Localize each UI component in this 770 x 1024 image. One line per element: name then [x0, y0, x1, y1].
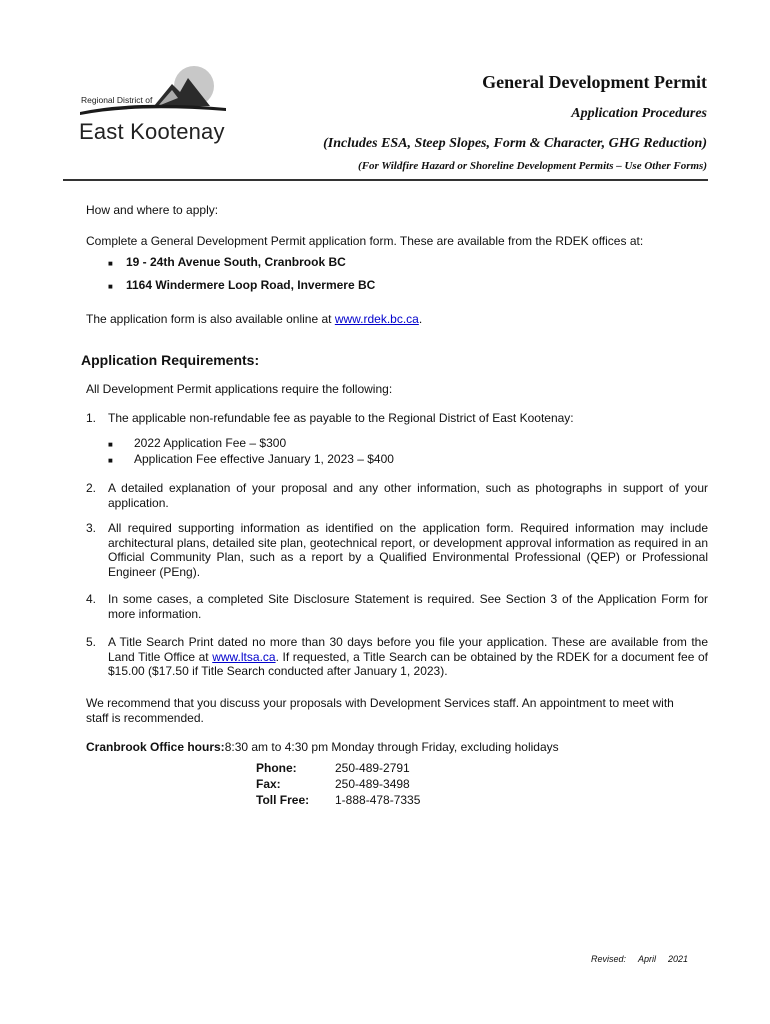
- fax-number: 250-489-3498: [335, 777, 410, 791]
- page-subtitle: Application Procedures: [571, 106, 707, 121]
- online-availability: [86, 312, 422, 327]
- office-hours: [86, 740, 559, 755]
- item-text: All required supporting information as identified on the application form. Required information may include architectural plans, detailed site plan, geotechnical report, or development approval information as required in an Official Community Plan, such as a report by a Qualified Environmental Professional (QEP) or Professional Engineer (PEng).: [108, 521, 708, 579]
- fax-label: Fax:: [256, 777, 281, 791]
- phone-number: 250-489-2791: [335, 761, 410, 775]
- revised-month: April: [638, 954, 657, 964]
- square-bullet-icon: ■: [108, 259, 113, 268]
- online-prefix: The application form is also available online at: [86, 312, 335, 326]
- office-address: [108, 255, 346, 272]
- tollfree-number: 1-888-478-7335: [335, 793, 421, 807]
- address-text: 19 - 24th Avenue South, Cranbrook BC: [126, 255, 346, 269]
- complete-form-text: Complete a General Development Permit application form. These are available from the RDEK offices at:: [86, 234, 644, 248]
- square-bullet-icon: ■: [108, 282, 113, 291]
- item-number: 4.: [86, 592, 97, 606]
- page-title: General Development Permit: [482, 72, 707, 92]
- recommendation-text: We recommend that you discuss your proposals with Development Services staff. An appointment to meet with staff is recommended.: [86, 696, 674, 725]
- hours-value: 8:30 am to 4:30 pm Monday through Friday, excluding holidays: [224, 740, 559, 754]
- requirements-intro: All Development Permit applications require the following:: [86, 382, 393, 396]
- how-to-apply: How and where to apply:: [86, 203, 219, 217]
- revision-note: [591, 954, 700, 964]
- revised-year: 2021: [668, 954, 689, 964]
- item-text: In some cases, a completed Site Disclosure Statement is required. See Section 3 of the Application Form for more information.: [108, 592, 708, 621]
- rdek-website-link[interactable]: www.rdek.bc.ca: [334, 312, 419, 326]
- includes-note: (Includes ESA, Steep Slopes, Form & Character, GHG Reduction): [323, 136, 707, 151]
- rdek-logo: [76, 62, 236, 142]
- logo-big-text: East Kootenay: [79, 119, 225, 144]
- item-text-post: . If requested, a Title Search can be obtained by the RDEK for a document fee of $15.00 ($17.50 if Title Search conducted after January 1, 2023).: [108, 649, 708, 678]
- header-divider: [63, 179, 708, 181]
- fee-item: [108, 452, 394, 469]
- ltsa-website-link[interactable]: www.ltsa.ca: [212, 649, 276, 664]
- square-bullet-icon: ■: [108, 456, 113, 465]
- other-forms-note: (For Wildfire Hazard or Shoreline Development Permits – Use Other Forms): [358, 160, 707, 172]
- hours-label: Cranbrook Office hours:: [86, 740, 225, 754]
- revised-label: Revised:: [591, 954, 627, 964]
- item-text-pre: A Title Search Print dated no more than 30 days before you file your application. These are available from the Land Title Office at: [108, 635, 708, 664]
- item-text: [108, 635, 708, 679]
- item-number: 1.: [86, 411, 97, 425]
- address-text: 1164 Windermere Loop Road, Invermere BC: [126, 278, 376, 292]
- item-number: 2.: [86, 481, 97, 495]
- item-text: A detailed explanation of your proposal and any other information, such as photographs in support of your application.: [108, 481, 708, 510]
- fee-text: 2022 Application Fee – $300: [134, 436, 287, 450]
- fee-item: [108, 436, 287, 453]
- square-bullet-icon: ■: [108, 440, 113, 449]
- logo-small-text: Regional District of: [81, 95, 153, 105]
- tollfree-label: Toll Free:: [256, 793, 310, 807]
- item-text: The applicable non-refundable fee as payable to the Regional District of East Kootenay:: [108, 411, 574, 425]
- online-suffix: .: [418, 312, 423, 326]
- requirements-heading: Application Requirements:: [81, 352, 260, 368]
- item-number: 3.: [86, 521, 97, 535]
- phone-label: Phone:: [256, 761, 297, 775]
- fee-text: Application Fee effective January 1, 2023 – $400: [134, 452, 394, 466]
- office-address: [108, 278, 376, 295]
- item-number: 5.: [86, 635, 97, 649]
